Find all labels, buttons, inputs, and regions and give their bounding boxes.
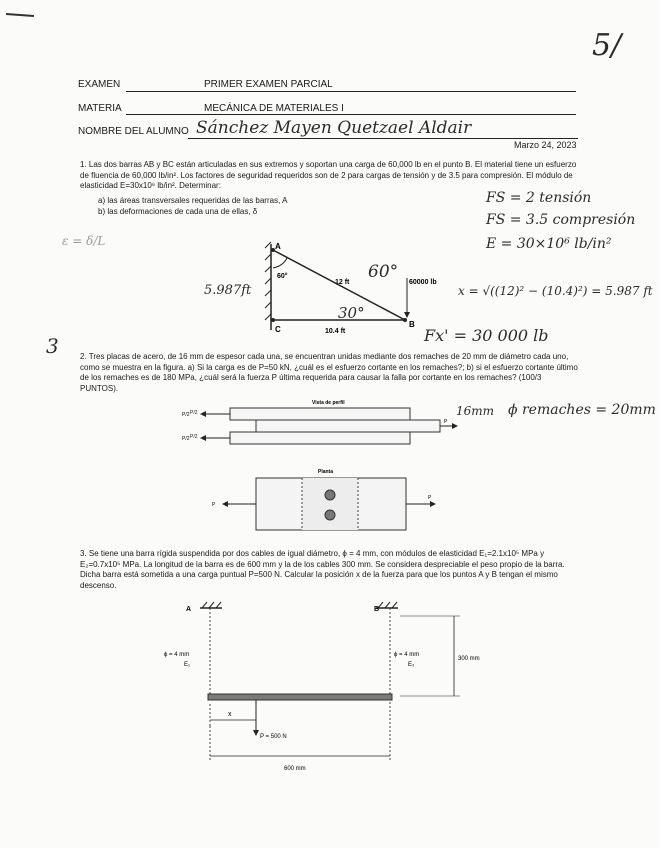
- angle60-note: 60°: [368, 262, 399, 282]
- arrowhead-right: [452, 423, 458, 429]
- cable-length-label: 300 mm: [458, 656, 480, 662]
- problem1-item-b: b) las deformaciones de cada una de ellas, δ: [98, 207, 258, 216]
- plate-bottom: [230, 432, 410, 444]
- strain-note: ε = δ/L: [62, 234, 106, 248]
- pythag-note: x = √((12)² − (10.4)²) = 5.987 ft: [458, 284, 653, 298]
- materia-label: MATERIA: [78, 103, 122, 114]
- load-arrowhead: [404, 312, 410, 318]
- angle-arc: [273, 258, 287, 268]
- fs-tension-note: FS = 2 tensión: [486, 190, 592, 206]
- materia-line: [126, 114, 576, 115]
- plates-side-view: [182, 396, 460, 458]
- arrowhead-left-bottom: [200, 435, 206, 441]
- diameter-note: ϕ remaches = 20mm: [508, 402, 656, 418]
- examen-value: PRIMER EXAMEN PARCIAL: [204, 79, 333, 90]
- wall: [265, 242, 271, 330]
- bar-length-label: 600 mm: [284, 766, 306, 772]
- alumno-line: [188, 138, 578, 139]
- label-bc-length: 10.4 ft: [325, 328, 346, 335]
- plan-label-p-left: P: [212, 502, 216, 508]
- problem2-score-note: 3: [46, 334, 59, 358]
- p-half-bottom-label: P/2: [190, 434, 198, 440]
- examen-line: [126, 91, 576, 92]
- label-angle: 60°: [277, 273, 288, 280]
- phi-left: ϕ = 4 mm: [164, 652, 190, 658]
- problem1-item-a: a) las áreas transversales requeridas de las barras, A: [98, 196, 288, 205]
- alumno-value: Sánchez Mayen Quetzael Aldair: [196, 118, 472, 138]
- plan-overlap: [302, 478, 358, 530]
- plan-label: Planta: [318, 469, 334, 475]
- label-a: A: [186, 606, 192, 613]
- label-ab-length: 12 ft: [335, 279, 350, 286]
- label-c: C: [275, 325, 281, 334]
- side-view-label: Vista de perfil: [312, 400, 345, 406]
- problem2-text: 2. Tres placas de acero, de 16 mm de espesor cada una, se encuentran unidas mediante dos remaches de 20 mm de diámetro cada uno, como se muestra en la figura. a) Si la carga es de P=50 kN, ¿cuál es el esfuerzo cortante en los remaches?; b) si el esfuerzo cortante último de los remaches es de 180 MPa, ¿cuál será la fuerza P última requerida para causar la falla por cortante en los remaches? (100/3 PUNTOS).: [80, 352, 578, 393]
- label-load: 60000 lb: [409, 279, 437, 286]
- support-a: [200, 602, 222, 608]
- thickness-note: 16mm: [456, 404, 495, 418]
- label-b: B: [374, 606, 380, 613]
- side-length-note: 5.987ft: [204, 283, 252, 298]
- plan-label-p-right: P: [428, 495, 432, 501]
- rivet-bottom: [325, 510, 335, 520]
- label-p-half-bottom: P/2: [182, 436, 190, 442]
- examen-label: EXAMEN: [78, 79, 121, 90]
- e2-label: E₂: [408, 662, 415, 668]
- exam-date: Marzo 24, 2023: [514, 140, 577, 150]
- score-mark: 5/: [592, 28, 622, 63]
- plan-arrowhead-right: [430, 501, 436, 507]
- plates-plan-view: [210, 466, 440, 532]
- plate-middle: [256, 420, 440, 432]
- joint-b: [403, 318, 407, 322]
- truss-figure: [255, 238, 435, 338]
- rigid-bar: [208, 694, 392, 700]
- label-a: A: [275, 242, 281, 251]
- alumno-label: NOMBRE DEL ALUMNO: [78, 126, 189, 137]
- fs-compresion-note: FS = 3.5 compresión: [486, 212, 636, 228]
- load-arrowhead: [253, 730, 259, 736]
- joint-c: [271, 318, 275, 322]
- problem1-text: 1. Las dos barras AB y BC están articuladas en sus extremos y soportan una carga de 60,000 lb en el punto B. El material tiene un esfuerzo de fluencia de 60,000 lb/in². Los factores de seguridad requeridos son de 2 para cargas de tensión y de 3.5 para compresión. El módulo de elasticidad E=30x10⁶ lb/in². Determinar:: [80, 160, 577, 190]
- plate-top: [230, 408, 410, 420]
- fx-note: Fx' = 30 000 lb: [424, 326, 549, 345]
- problem3-text: 3. Se tiene una barra rígida suspendida por dos cables de igual diámetro, ϕ = 4 mm, con módulos de elasticidad E₁=2.1x10⁵ MPa y E₂=0.7x10⁵ MPa. La longitud de la barra es de 600 mm y la de los cables 300 mm. Se considera despreciable el peso propio de la barra. Dicha barra está sometida a una carga puntual P=500 N. Calcular la posición x de la fuerza para que los puntos A y B tengan el mismo descenso.: [80, 549, 565, 590]
- label-p-half-top: P/2: [182, 412, 190, 418]
- modulus-note: E = 30×10⁶ lb/in²: [486, 236, 612, 252]
- stray-mark: [6, 13, 34, 17]
- p-half-top-label: P/2: [190, 410, 198, 416]
- label-p-right: P: [444, 419, 448, 425]
- angle30-note: 30°: [338, 304, 365, 322]
- rivet-top: [325, 490, 335, 500]
- support-b: [376, 602, 398, 608]
- x-label: x: [228, 711, 232, 718]
- plan-arrowhead-left: [222, 501, 228, 507]
- phi-right: ϕ = 4 mm: [394, 652, 420, 658]
- load-label: P = 500 N: [260, 734, 287, 740]
- materia-value: MECÁNICA DE MATERIALES I: [204, 103, 344, 114]
- e1-label: E₁: [184, 662, 191, 668]
- label-b: B: [409, 320, 415, 329]
- arrowhead-left-top: [200, 411, 206, 417]
- rigid-bar-figure: [160, 598, 500, 776]
